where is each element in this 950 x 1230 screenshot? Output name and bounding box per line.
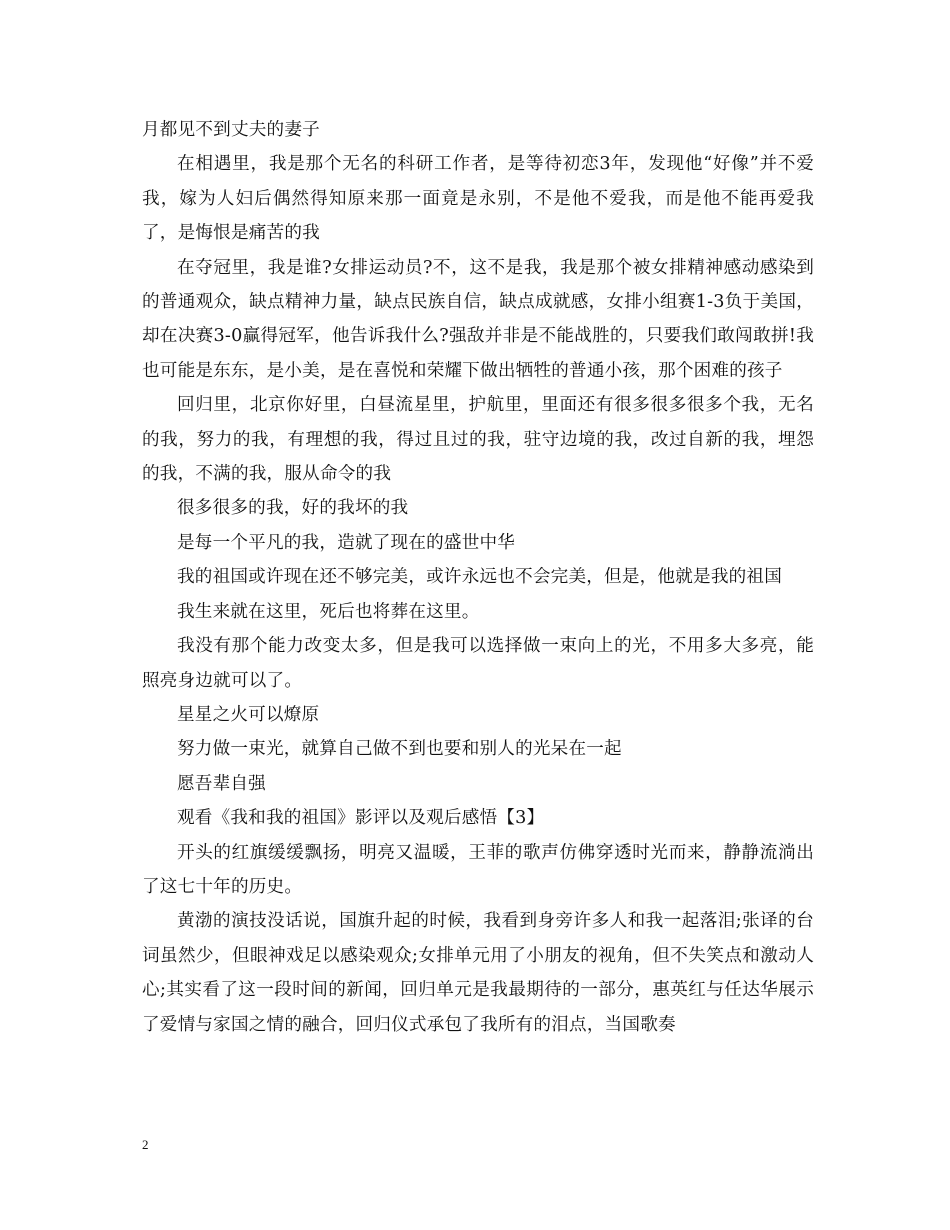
paragraph: 我没有那个能力改变太多，但是我可以选择做一束向上的光，不用多大多亮，能照亮身边就可以了。 (142, 636, 814, 691)
paragraph: 在夺冠里，我是谁?女排运动员?不，这不是我，我是那个被女排精神感动感染到的普通观众，缺点精神力量，缺点民族自信，缺点成就感，女排小组赛1-3负于美国，却在决赛3-0赢得冠军，他告诉我什么?强敌并非是不能战胜的，只要我们敢闯敢拼!我也可能是东东，是小美，是在喜悦和荣耀下做出牺牲的普通小孩，那个困难的孩子 (142, 257, 814, 381)
paragraph: 是每一个平凡的我，造就了现在的盛世中华 (177, 532, 516, 553)
paragraph: 我生来就在这里，死后也将葬在这里。 (177, 601, 480, 622)
paragraph: 月都见不到丈夫的妻子 (142, 120, 320, 140)
paragraph: 努力做一束光，就算自己做不到也要和别人的光呆在一起 (177, 739, 622, 760)
paragraph: 回归里，北京你好里，白昼流星里，护航里，里面还有很多很多很多个我，无名的我，努力的我，有理想的我，得过且过的我，驻守边境的我，改过自新的我，埋怨的我，不满的我，服从命令的我 (142, 395, 814, 485)
page-number: 2 (142, 1137, 149, 1152)
paragraph: 我的祖国或许现在还不够完美，或许永远也不会完美，但是，他就是我的祖国 (177, 567, 782, 588)
paragraph: 黄渤的演技没话说，国旗升起的时候，我看到身旁许多人和我一起落泪;张译的台词虽然少，但眼神戏足以感染观众;女排单元用了小朋友的视角，但不失笑点和激动人心;其实看了这一段时间的新闻，回归单元是我最期待的一部分，惠英红与任达华展示了爱情与家国之情的融合，回归仪式承包了我所有的泪点，当国歌奏 (142, 911, 814, 1035)
paragraph: 在相遇里，我是那个无名的科研工作者，是等待初恋3年，发现他“好像”并不爱我，嫁为人妇后偶然得知原来那一面竟是永别，不是他不爱我，而是他不能再爱我了，是悔恨是痛苦的我 (142, 154, 814, 244)
section-heading: 观看《我和我的祖国》影评以及观后感悟【3】 (177, 808, 545, 829)
document-body (142, 113, 814, 1042)
paragraph: 开头的红旗缓缓飘扬，明亮又温暖，王菲的歌声仿佛穿透时光而来，静静流淌出了这七十年的历史。 (142, 842, 814, 897)
paragraph: 星星之火可以燎原 (177, 704, 320, 725)
paragraph: 很多很多的我，好的我坏的我 (177, 498, 409, 519)
paragraph: 愿吾辈自强 (177, 773, 266, 794)
